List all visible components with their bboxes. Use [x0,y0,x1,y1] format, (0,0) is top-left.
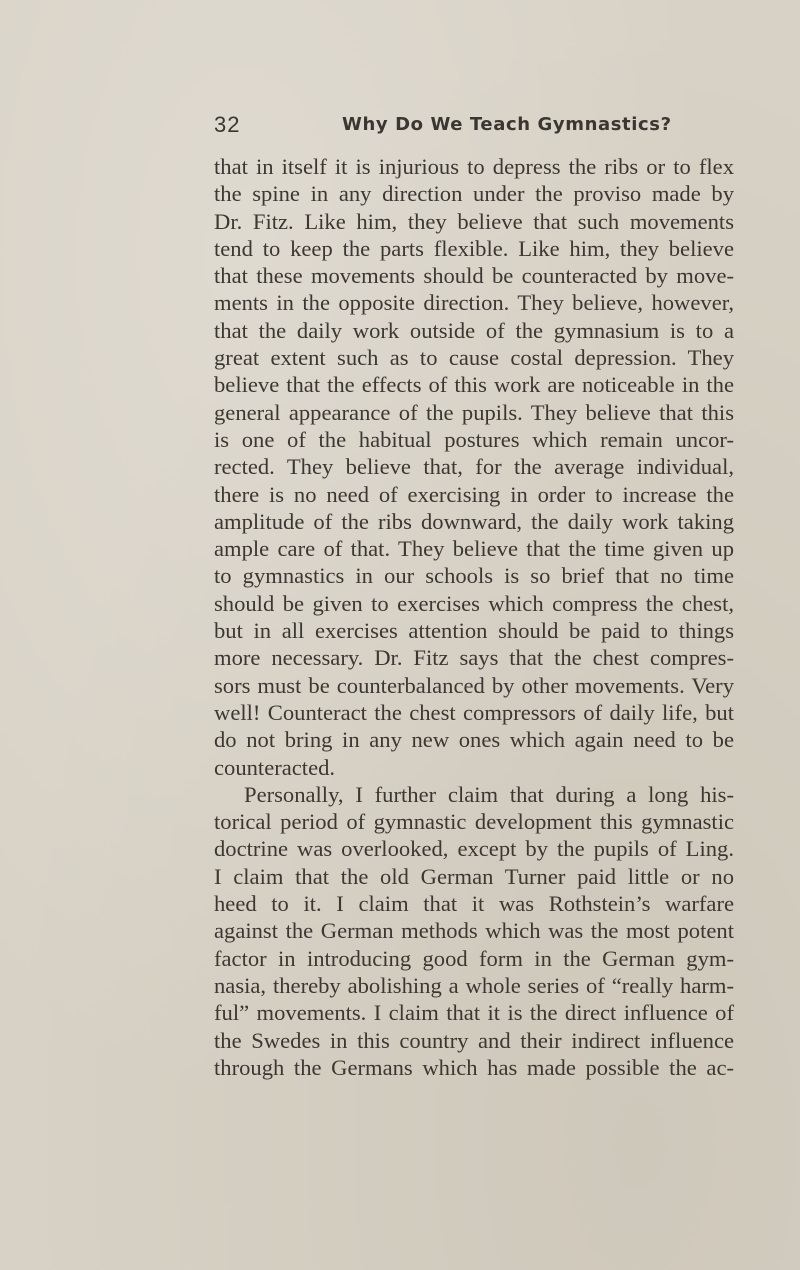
paragraph-2 [214,781,734,1081]
text-line: great extent such as to cause costal depression. They [214,345,734,371]
page-number: 32 [214,112,241,137]
text-line: ments in the opposite direction. They believe, however, [214,290,734,316]
text-line: ample care of that. They believe that the time given up [214,536,734,562]
text-line: tend to keep the parts flexible. Like him, they believe [214,235,734,261]
text-line: the spine in any direction under the proviso made by [214,181,734,207]
text-line: that these movements should be counteracted by move- [214,263,734,289]
text-line: I claim that the old German Turner paid little or no [214,863,734,889]
text-line: amplitude of the ribs downward, the daily work taking [214,508,734,534]
text-line: that the daily work outside of the gymnasium is to a [214,317,734,343]
text-line: is one of the habitual postures which remain uncor- [214,426,734,452]
text-line: factor in introducing good form in the German gym- [214,945,734,971]
text-line: do not bring in any new ones which again need to be [214,727,734,753]
text-line: but in all exercises attention should be paid to things [214,618,734,644]
text-line: counteracted. [214,754,336,780]
text-line: general appearance of the pupils. They believe that this [214,399,734,425]
text-line: there is no need of exercising in order to increase the [214,481,734,507]
text-line: against the German methods which was the most potent [214,918,734,944]
running-head-title: Why Do We Teach Gymnastics? [342,114,672,135]
text-line: the Swedes in this country and their indirect influence [214,1027,734,1053]
text-line: sors must be counterbalanced by other movements. Very [214,672,734,698]
text-line: to gymnastics in our schools is so brief that no time [214,563,734,589]
paragraph-1 [214,153,734,781]
text-line: believe that the effects of this work are noticeable in the [214,372,734,398]
running-head [214,112,734,142]
text-line: Dr. Fitz. Like him, they believe that such movements [214,208,734,234]
text-line: Personally, I further claim that during a long his- [244,781,734,807]
text-line: ful” movements. I claim that it is the direct influence of [214,1000,734,1026]
text-line: well! Counteract the chest compressors of daily life, but [214,699,734,725]
text-line: rected. They believe that, for the average individual, [214,454,734,480]
text-line: nasia, thereby abolishing a whole series of “really harm- [214,972,734,998]
text-line: torical period of gymnastic development this gymnastic [214,809,734,835]
text-line: through the Germans which has made possible the ac- [214,1054,734,1080]
text-line: that in itself it is injurious to depress the ribs or to flex [214,154,734,179]
text-line: should be given to exercises which compress the chest, [214,590,734,616]
text-line: heed to it. I claim that it was Rothstein’s warfare [214,891,734,917]
text-line: more necessary. Dr. Fitz says that the chest compres- [214,645,734,671]
body-text [214,153,734,1081]
text-line: doctrine was overlooked, except by the pupils of Ling. [214,836,734,862]
